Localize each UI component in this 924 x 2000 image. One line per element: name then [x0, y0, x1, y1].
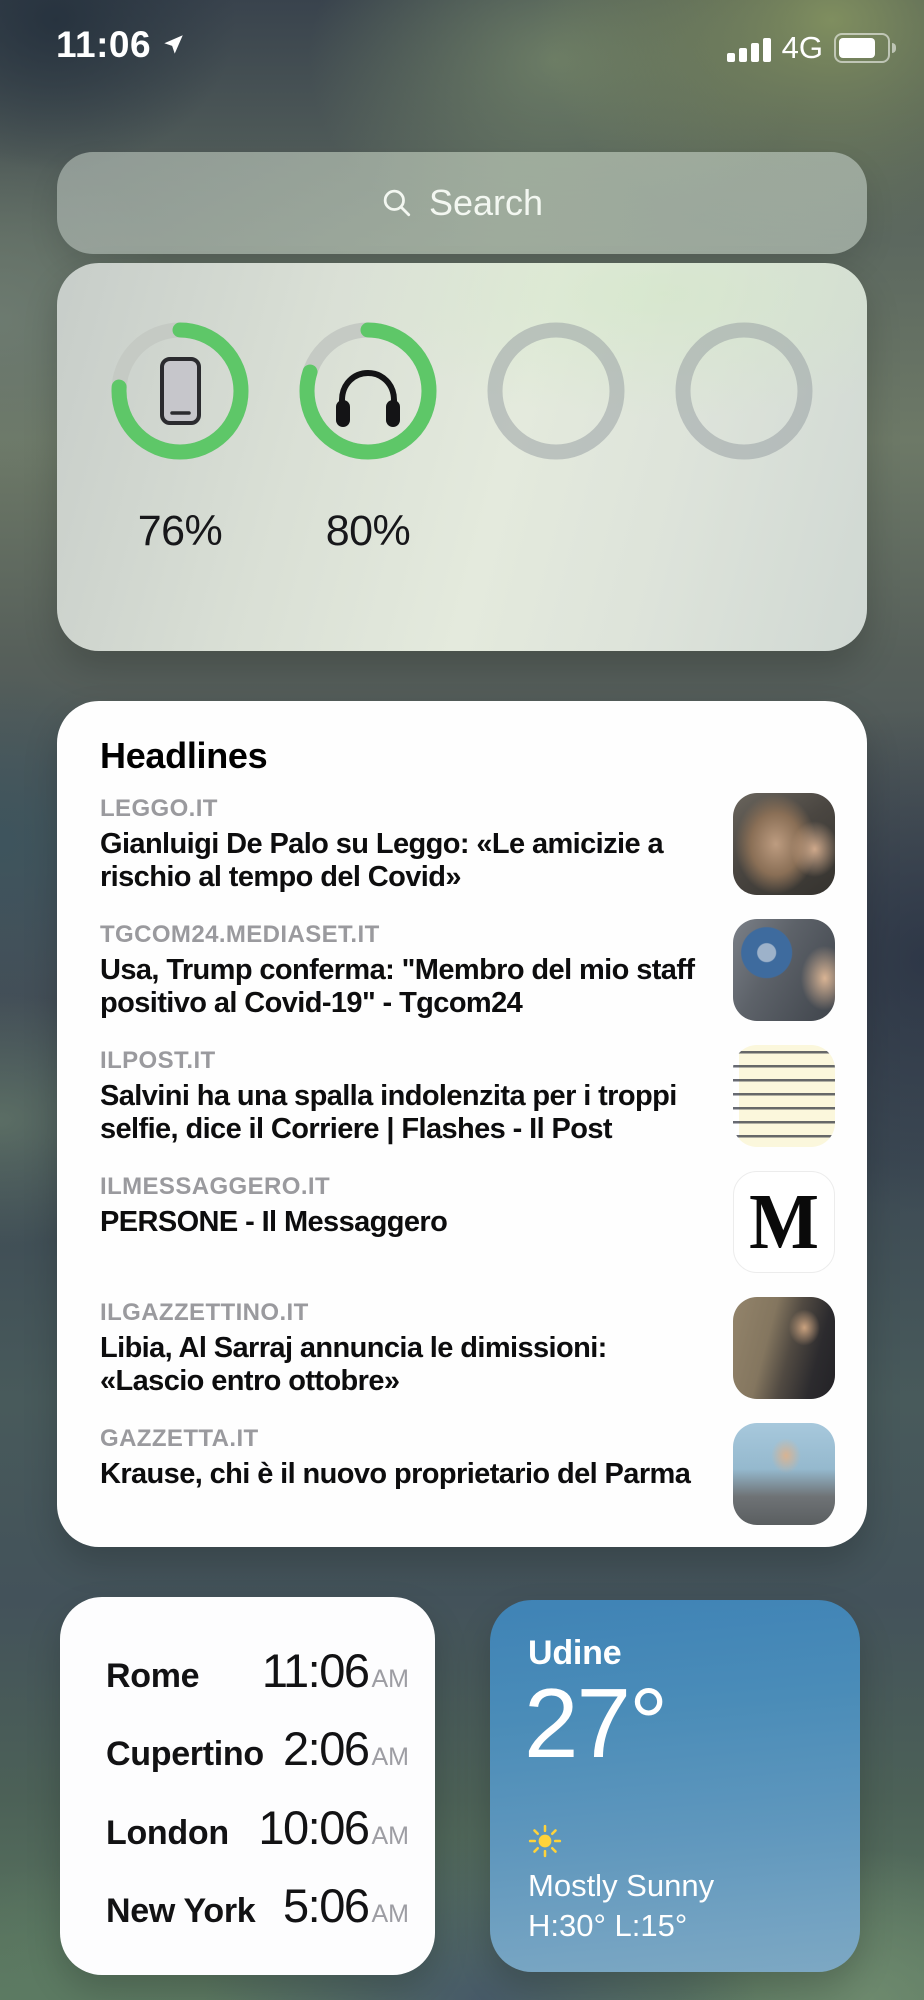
news-row-tgcom24[interactable]: [100, 919, 835, 1021]
clock-row-london: [106, 1800, 409, 1855]
news-source: LEGGO.IT: [100, 795, 218, 822]
search-bar[interactable]: [57, 152, 867, 254]
meridiem-label: AM: [371, 1665, 409, 1693]
news-headline: Krause, chi è il nuovo proprietario del Parma: [100, 1458, 691, 1490]
meridiem-label: AM: [371, 1899, 409, 1928]
article-thumbnail-man-face: [733, 793, 835, 895]
status-bar: [0, 0, 924, 84]
news-row-leggo[interactable]: [100, 793, 835, 895]
news-headline: Gianluigi De Palo su Leggo: «Le amicizie a rischio al tempo del Covid»: [100, 828, 663, 893]
weather-widget[interactable]: [490, 1600, 860, 1972]
article-thumbnail-dark-suit-man: [733, 1297, 835, 1399]
time-value: 11:06: [261, 1644, 369, 1697]
clock-row-cupertino: [106, 1721, 409, 1776]
status-time: 11:06: [56, 24, 152, 65]
meridiem-label: AM: [371, 1821, 409, 1850]
city-label: Rome: [106, 1657, 200, 1695]
headlines-widget[interactable]: [57, 701, 867, 1547]
time-value: 2:06: [283, 1722, 369, 1776]
article-thumbnail-gray-suit-man: [733, 1423, 835, 1525]
batteries-widget[interactable]: [57, 263, 867, 651]
cellular-signal-icon: [727, 34, 771, 62]
article-thumbnail-text-page: [733, 1045, 835, 1147]
city-label: New York: [106, 1891, 256, 1930]
battery-ring-empty-2: [672, 319, 816, 463]
weather-city: Udine: [528, 1634, 622, 1672]
city-label: Cupertino: [106, 1735, 264, 1774]
battery-percent-headphones: 80%: [325, 507, 411, 555]
weather-high-low: H:30° L:15°: [528, 1908, 688, 1943]
news-source: ILPOST.IT: [100, 1047, 216, 1074]
clock-row-newyork: [106, 1878, 409, 1933]
headphones-icon: [296, 319, 440, 463]
news-row-ilgazzettino[interactable]: [100, 1297, 835, 1399]
news-source: TGCOM24.MEDIASET.IT: [100, 921, 380, 948]
news-row-gazzetta[interactable]: [100, 1423, 835, 1525]
battery-ring-iphone[interactable]: [108, 319, 252, 463]
news-headline: Usa, Trump conferma: "Membro del mio staff positivo al Covid-19" - Tgcom24: [100, 954, 695, 1019]
battery-percent-empty-1: [484, 507, 628, 556]
news-headline: PERSONE - Il Messaggero: [100, 1206, 448, 1238]
weather-temperature: 27°: [524, 1668, 667, 1778]
worldclock-widget[interactable]: [60, 1597, 435, 1975]
network-type-label: 4G: [781, 30, 823, 65]
meridiem-label: AM: [371, 1743, 409, 1772]
clock-row-rome: [106, 1643, 409, 1698]
search-icon: [381, 187, 413, 219]
sun-icon: [528, 1824, 830, 1858]
news-headline: Libia, Al Sarraj annuncia le dimissioni: «Lascio entro ottobre»: [100, 1332, 607, 1397]
headlines-title: Headlines: [100, 735, 268, 776]
city-label: London: [106, 1813, 229, 1852]
iphone-icon: [108, 319, 252, 463]
battery-percent-empty-2: [672, 507, 816, 556]
news-source: ILGAZZETTINO.IT: [100, 1299, 309, 1326]
battery-icon: [834, 33, 896, 63]
news-row-ilmessaggero[interactable]: [100, 1171, 835, 1273]
battery-ring-empty-1: [484, 319, 628, 463]
location-arrow-icon: [160, 32, 186, 58]
weather-condition: Mostly Sunny: [528, 1868, 715, 1903]
article-thumbnail-trump-podium: [733, 919, 835, 1021]
battery-ring-headphones[interactable]: [296, 319, 440, 463]
news-headline: Salvini ha una spalla indolenzita per i troppi selfie, dice il Corriere | Flashes - Il Post: [100, 1080, 677, 1145]
battery-percent-iphone: 76%: [137, 507, 223, 555]
messaggero-m-glyph: M: [749, 1177, 819, 1266]
news-source: GAZZETTA.IT: [100, 1425, 259, 1452]
time-value: 10:06: [258, 1800, 369, 1854]
time-value: 5:06: [283, 1878, 369, 1932]
news-row-ilpost[interactable]: [100, 1045, 835, 1147]
article-thumbnail-messaggero-logo: [733, 1171, 835, 1273]
search-placeholder: Search: [428, 182, 544, 223]
news-source: ILMESSAGGERO.IT: [100, 1173, 331, 1200]
